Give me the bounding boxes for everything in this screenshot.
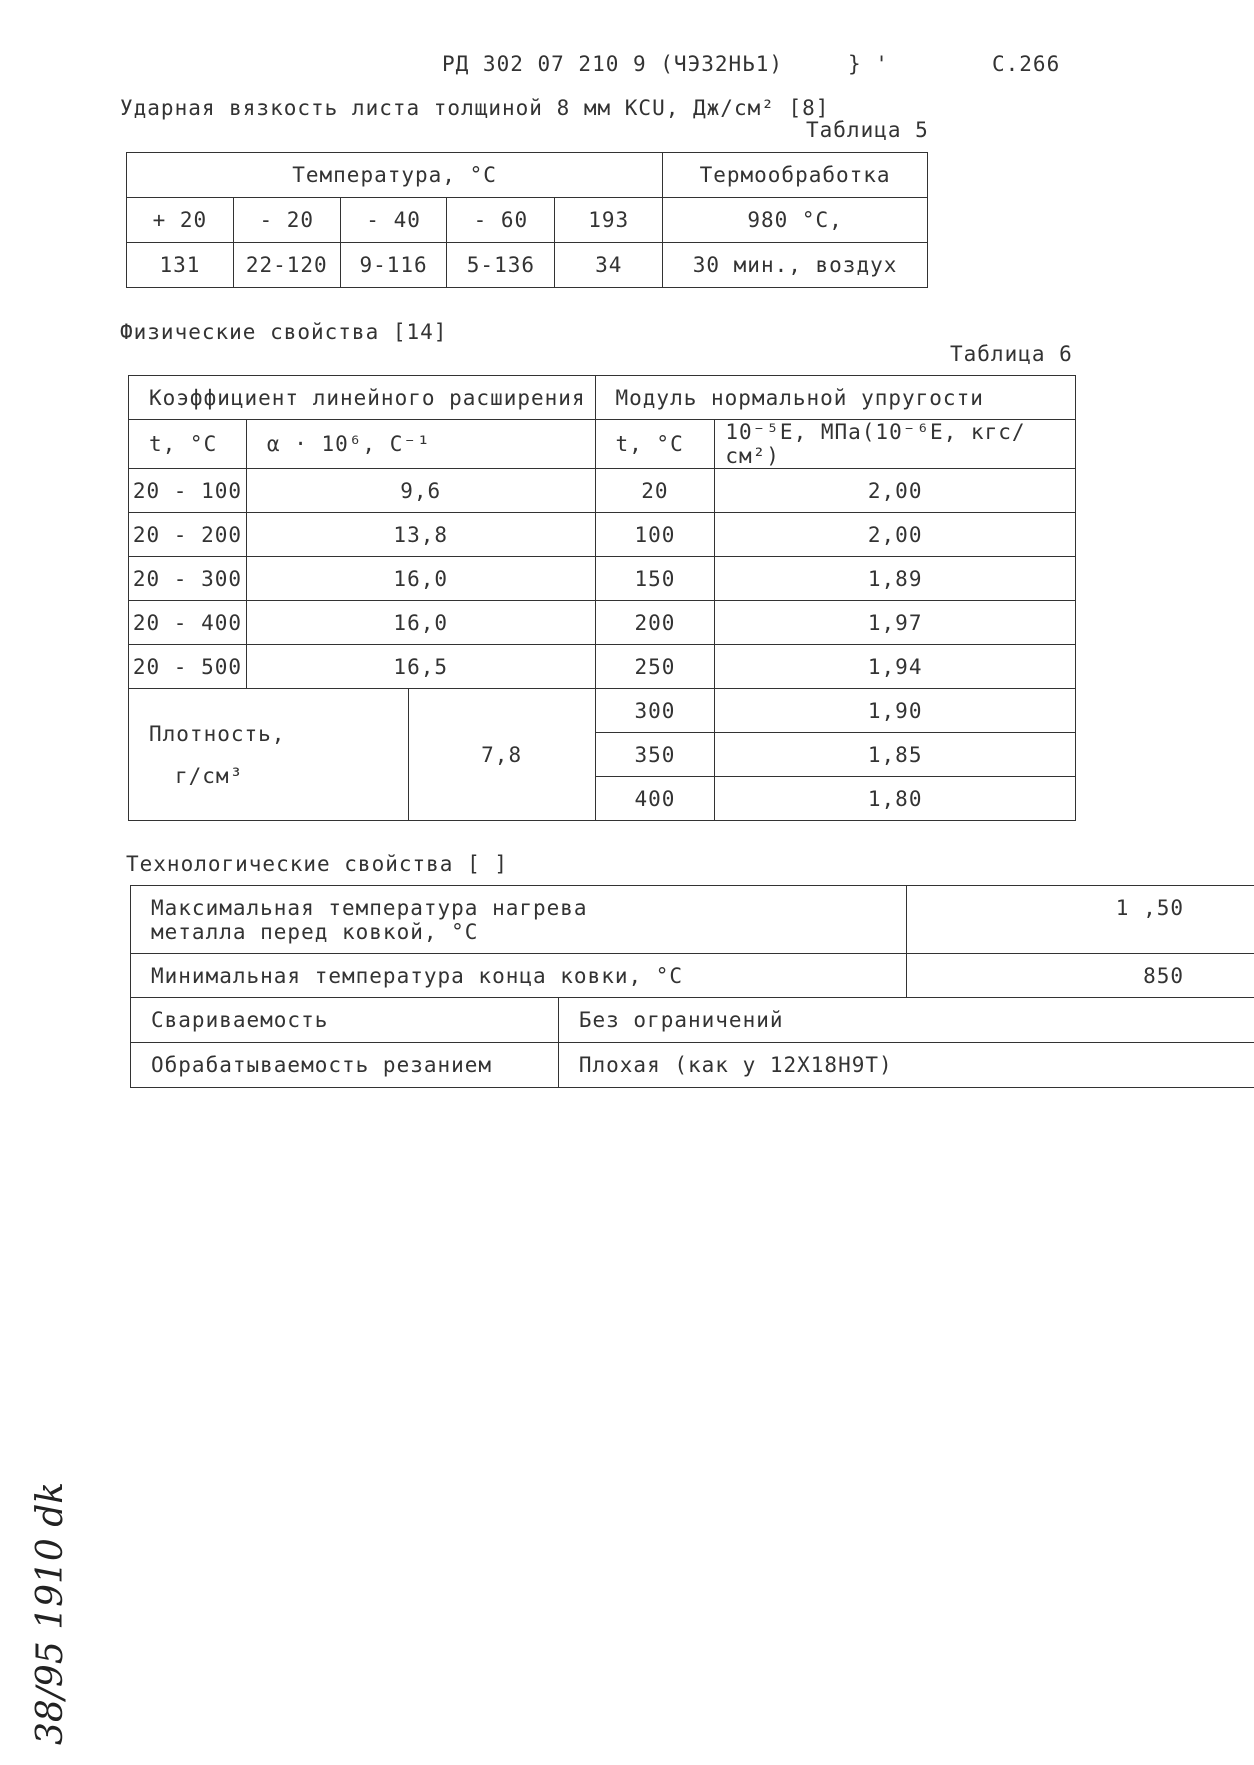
modulus-cell: 1,94 [715, 645, 1076, 689]
alpha-cell: 16,0 [246, 601, 595, 645]
weldability-value: Без ограничений [558, 998, 1254, 1043]
max-forging-temp-label-2: металла перед ковкой, °С [151, 919, 479, 944]
temp-cell: - 60 [447, 198, 555, 243]
modulus-cell: 1,85 [715, 733, 1076, 777]
t-cell: 350 [595, 733, 715, 777]
heat-treatment-header: Термообработка [663, 153, 928, 198]
header-mark: } ' [848, 52, 889, 76]
table-6-label: Таблица 6 [950, 342, 1073, 366]
t-cell: 250 [595, 645, 715, 689]
heat-treatment-line-1: 980 °С, [663, 198, 928, 243]
min-forging-temp-value: 850 [906, 954, 1254, 998]
alpha-cell: 16,5 [246, 645, 595, 689]
tech-title: Технологические свойства [ ] [126, 852, 509, 876]
t-column-header: t, °С [595, 420, 715, 469]
modulus-header: Модуль нормальной упругости [595, 376, 1076, 420]
modulus-cell: 1,80 [715, 777, 1076, 821]
max-forging-temp-label: Максимальная температура нагрева [151, 895, 588, 920]
t-cell: 100 [595, 513, 715, 557]
modulus-cell: 1,97 [715, 601, 1076, 645]
impact-value-cell: 22-120 [233, 243, 340, 288]
impact-value-cell: 5-136 [447, 243, 555, 288]
min-forging-temp-label: Минимальная температура конца ковки, °С [131, 954, 907, 998]
table-row [129, 513, 1076, 557]
range-cell: 20 - 300 [129, 557, 247, 601]
table-row [129, 469, 1076, 513]
tech-table [130, 885, 1254, 1088]
t-column-header: t, °С [129, 420, 247, 469]
physical-title: Физические свойства [14] [120, 320, 448, 344]
temp-cell: 193 [555, 198, 663, 243]
max-forging-temp-value: 1 ,50 [906, 886, 1254, 954]
t-cell: 20 [595, 469, 715, 513]
max-forging-temp-cell [131, 886, 907, 954]
alpha-cell: 16,0 [246, 557, 595, 601]
alpha-cell: 13,8 [246, 513, 595, 557]
density-label-cell [129, 689, 409, 821]
document-code: РД 302 07 210 9 (ЧЭЗ2НЬ1) [442, 52, 784, 76]
alpha-column-header: α · 10⁶, С⁻¹ [246, 420, 595, 469]
density-value: 7,8 [408, 689, 595, 821]
heat-treatment-line-2: 30 мин., воздух [663, 243, 928, 288]
range-cell: 20 - 100 [129, 469, 247, 513]
table-row [129, 557, 1076, 601]
expansion-header: Коэффициент линейного расширения [129, 376, 596, 420]
impact-value-cell: 9-116 [340, 243, 447, 288]
handwritten-signature: 38/95 1910 dk [30, 1481, 71, 1745]
t-cell: 200 [595, 601, 715, 645]
t-cell: 400 [595, 777, 715, 821]
temperature-header: Температура, °С [127, 153, 663, 198]
temp-cell: + 20 [127, 198, 234, 243]
physical-table [128, 375, 1076, 821]
table-5-label: Таблица 5 [806, 118, 929, 142]
range-cell: 20 - 500 [129, 645, 247, 689]
modulus-column-header: 10⁻⁵Е, МПа(10⁻⁶Е, кгс/см²) [715, 420, 1076, 469]
range-cell: 20 - 200 [129, 513, 247, 557]
machinability-value: Плохая (как у 12Х18Н9Т) [558, 1043, 1254, 1088]
temp-cell: - 20 [233, 198, 340, 243]
density-label: Плотность, [149, 721, 286, 746]
temp-cell: - 40 [340, 198, 447, 243]
modulus-cell: 2,00 [715, 513, 1076, 557]
table-row [129, 645, 1076, 689]
impact-title: Ударная вязкость листа толщиной 8 мм КСU, Дж/см² [8] [120, 96, 830, 120]
modulus-cell: 2,00 [715, 469, 1076, 513]
modulus-cell: 1,90 [715, 689, 1076, 733]
modulus-cell: 1,89 [715, 557, 1076, 601]
alpha-cell: 9,6 [246, 469, 595, 513]
table-row [129, 689, 1076, 733]
weldability-label: Свариваемость [131, 998, 559, 1043]
range-cell: 20 - 400 [129, 601, 247, 645]
impact-value-cell: 131 [127, 243, 234, 288]
t-cell: 300 [595, 689, 715, 733]
machinability-label: Обрабатываемость резанием [131, 1043, 559, 1088]
impact-table [126, 152, 928, 288]
page-number: С.266 [992, 52, 1061, 76]
impact-value-cell: 34 [555, 243, 663, 288]
table-row [129, 601, 1076, 645]
density-unit: г/см³ [175, 763, 244, 788]
t-cell: 150 [595, 557, 715, 601]
